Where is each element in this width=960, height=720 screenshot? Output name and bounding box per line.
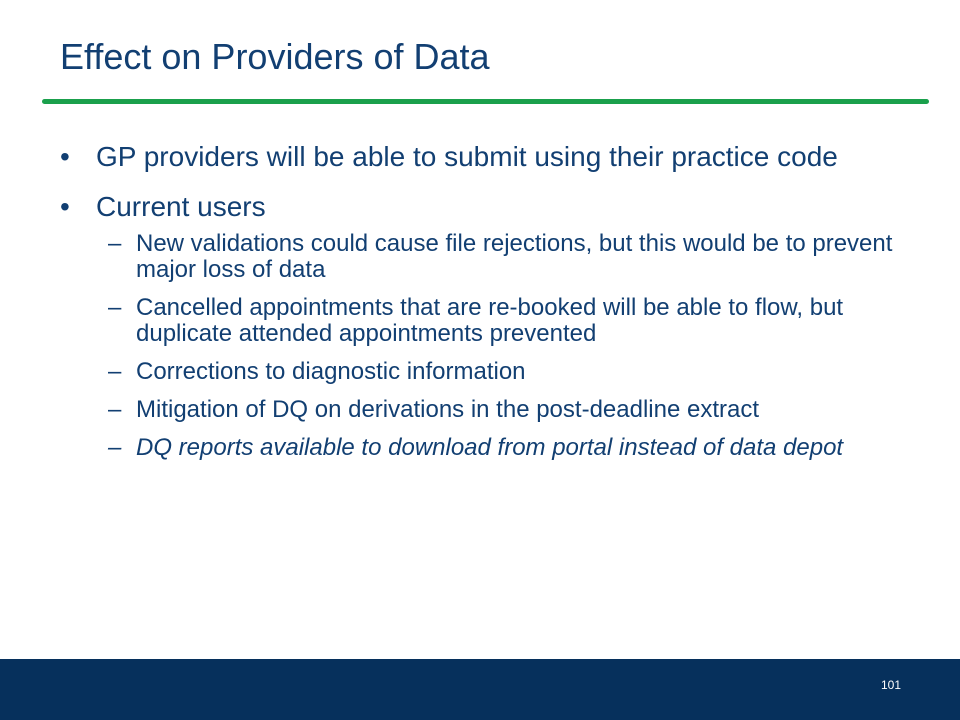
subbullet-marker: – (108, 396, 122, 423)
page-number: 101 (881, 678, 902, 692)
title-divider (42, 99, 929, 104)
bullet-marker: • (60, 141, 70, 172)
subbullet-corrections (60, 359, 910, 385)
bullet-marker: • (60, 191, 70, 222)
slide-body (60, 141, 910, 461)
bullet-text: Current users (96, 191, 266, 222)
subbullet-text: DQ reports available to download from portal instead of data depot (136, 434, 844, 461)
subbullet-mitigation (60, 397, 910, 423)
subbullet-text: New validations could cause file rejections, but this would be to prevent major loss of data (136, 230, 893, 283)
subbullet-text: Mitigation of DQ on derivations in the post-deadline extract (136, 396, 760, 423)
subbullet-cancelled-appointments (60, 295, 910, 347)
subbullet-dq-reports (60, 435, 910, 461)
slide-title: Effect on Providers of Data (60, 36, 490, 77)
bullet-current-users (60, 191, 910, 223)
subbullet-marker: – (108, 434, 122, 461)
subbullet-marker: – (108, 294, 122, 321)
bullet-gp-providers (60, 141, 910, 173)
subbullet-marker: – (108, 358, 122, 385)
subbullet-text: Corrections to diagnostic information (136, 358, 526, 385)
footer-bar (0, 659, 960, 720)
subbullet-marker: – (108, 230, 122, 257)
subbullet-text: Cancelled appointments that are re-booked will be able to flow, but duplicate attended appointments prevented (136, 294, 844, 347)
subbullet-new-validations (60, 231, 910, 283)
bullet-text: GP providers will be able to submit using their practice code (96, 141, 838, 172)
